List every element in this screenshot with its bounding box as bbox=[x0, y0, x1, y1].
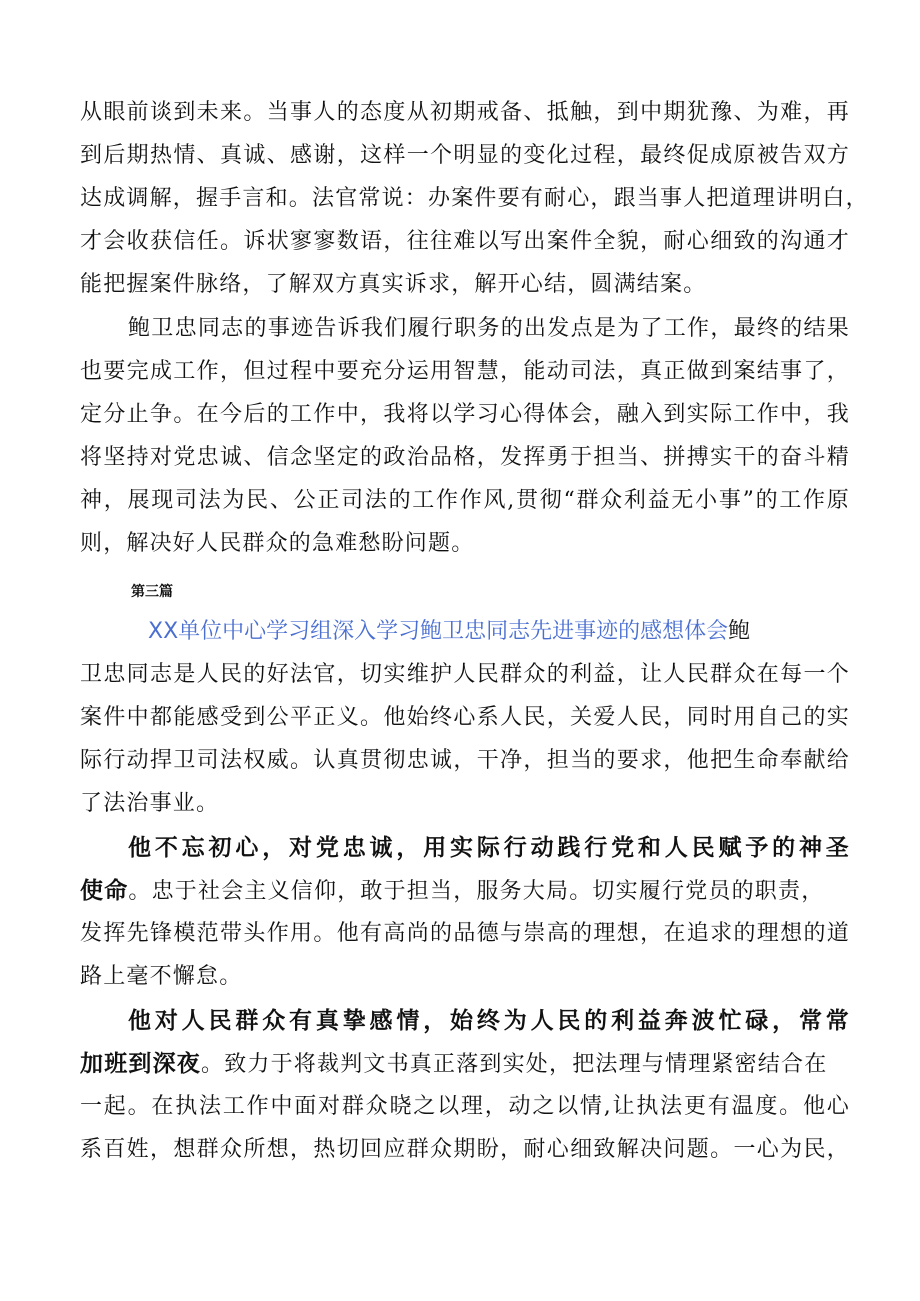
paragraph-line-bold: 他不忘初心，对党忠诚，用实际行动践行党和人民赋予的神圣 bbox=[128, 834, 850, 861]
paragraph-text: 。忠于社会主义信仰，敢于担当，服务大局。切实履行党员的职责， bbox=[128, 879, 825, 904]
paragraph-line: 从眼前谈到未来。当事人的态度从初期戒备、抵触，到中期犹豫、为难，再 bbox=[80, 100, 850, 125]
paragraph-line: 了法治事业。 bbox=[80, 791, 220, 816]
bold-phrase: 使命 bbox=[80, 877, 129, 904]
section-heading bbox=[148, 617, 853, 647]
paragraph-line: 发挥先锋模范带头作用。他有高尚的品德与崇高的理想，在追求的理想的道 bbox=[80, 921, 850, 946]
paragraph-line bbox=[80, 1049, 850, 1080]
paragraph-line-bold: 他对人民群众有真挚感情，始终为人民的利益奔波忙碌，常常 bbox=[128, 1007, 850, 1034]
paragraph-line bbox=[80, 876, 850, 907]
paragraph-line: 才会收获信任。诉状寥寥数语，往往难以写出案件全貌，耐心细致的沟通才 bbox=[80, 229, 850, 254]
paragraph-line: 一起。在执法工作中面对群众晓之以理，动之以情,让执法更有温度。他心 bbox=[80, 1094, 850, 1119]
paragraph-line: 达成调解，握手言和。法官常说：办案件要有耐心，跟当事人把道理讲明白， bbox=[80, 186, 869, 211]
section-label: 第三篇 bbox=[131, 584, 173, 600]
bold-phrase: 加班到深夜 bbox=[80, 1050, 201, 1077]
heading-tail: 鲍 bbox=[728, 619, 751, 644]
paragraph-line: 鲍卫忠同志的事迹告诉我们履行职务的出发点是为了工作，最终的结果 bbox=[128, 316, 850, 341]
paragraph-line: 将坚持对党忠诚、信念坚定的政治品格，发挥勇于担当、拼搏实干的奋斗精 bbox=[80, 445, 850, 470]
paragraph-text: 。致力于将裁判文书真正落到实处，把法理与情理紧密结合在 bbox=[201, 1052, 828, 1077]
paragraph-line: 也要完成工作，但过程中要充分运用智慧，能动司法，真正做到案结事了， bbox=[80, 359, 850, 384]
paragraph-line: 卫忠同志是人民的好法官，切实维护人民群众的利益，让人民群众在每一个 bbox=[80, 662, 850, 687]
paragraph-line: 案件中都能感受到公平正义。他始终心系人民，关爱人民，同时用自己的实 bbox=[80, 705, 850, 730]
heading-title: XX单位中心学习组深入学习鲍卫忠同志先进事迹的感想体会 bbox=[148, 619, 729, 644]
paragraph-line: 定分止争。在今后的工作中，我将以学习心得体会，融入到实际工作中，我 bbox=[80, 402, 850, 427]
paragraph-line: 到后期热情、真诚、感谢，这样一个明显的变化过程，最终促成原被告双方 bbox=[80, 143, 850, 168]
paragraph-line: 系百姓，想群众所想，热切回应群众期盼，耐心细致解决问题。一心为民， bbox=[80, 1137, 850, 1162]
paragraph-line: 神，展现司法为民、公正司法的工作作风,贯彻“群众利益无小事”的工作原 bbox=[80, 488, 850, 513]
paragraph-line: 路上毫不懈怠。 bbox=[80, 964, 243, 989]
paragraph-line: 则，解决好人民群众的急难愁盼问题。 bbox=[80, 531, 475, 556]
paragraph-line: 能把握案件脉络，了解双方真实诉求，解开心结，圆满结案。 bbox=[80, 272, 707, 297]
paragraph-line: 际行动捍卫司法权威。认真贯彻忠诚，干净，担当的要求，他把生命奉献给 bbox=[80, 748, 850, 773]
